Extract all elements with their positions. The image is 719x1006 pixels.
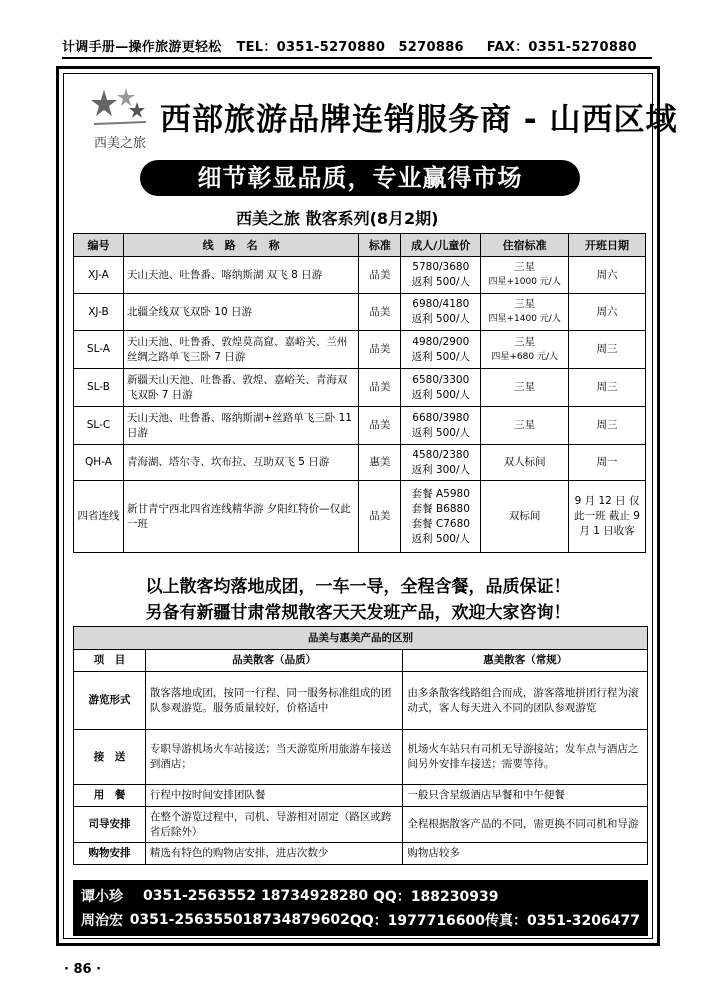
tour-hotel: 三星: [514, 381, 536, 393]
page-number: · 86 ·: [64, 962, 102, 977]
comparison-item: 接 送: [74, 730, 146, 785]
table-row: [74, 481, 646, 553]
table-row: [74, 331, 646, 369]
tour-code: SL-C: [74, 407, 124, 445]
logo-text: 西美之旅: [93, 136, 146, 151]
contact-row: [81, 908, 640, 932]
notice-line-1: 以上散客均落地成团，一车一导，全程含餐，品质保证！: [145, 577, 571, 597]
tour-date: 周三: [569, 369, 646, 407]
tour-hotel: 双人标间: [503, 456, 546, 468]
tour-price: 4980/2900: [412, 335, 470, 348]
tour-route: 北疆全线双飞双卧 10 日游: [123, 294, 358, 331]
tour-route: 新甘青宁西北四省连线精华游 夕阳红特价—仅此一班: [123, 481, 358, 553]
table-row: [74, 843, 648, 865]
tour-price: 4580/2380: [412, 448, 470, 461]
tour-price: 6980/4180: [412, 298, 470, 310]
tour-rebate: 返利 300/人: [411, 463, 470, 476]
comparison-pinmei: 专职导游机场火车站接送；当天游览所用旅游车接送到酒店；: [145, 730, 403, 785]
comparison-huimei: 购物店较多: [403, 843, 648, 865]
tour-rebate: 返利 500/人: [411, 426, 470, 439]
tour-standard: 品美: [359, 257, 401, 294]
tour-rebate: 返利 500/人: [411, 276, 470, 288]
comparison-caption: 品美与惠美产品的区别: [74, 627, 648, 650]
tour-date: 周三: [569, 407, 646, 445]
header-slogan: 计调手册—操作旅游更轻松: [62, 40, 222, 55]
tour-standard: 惠美: [359, 445, 401, 481]
comparison-table: [73, 626, 648, 865]
tour-date: 9 月 12 日 仅此一班 截止 9 月 1 日收客: [569, 481, 646, 553]
tour-hotel-note: 四星+1000 元/人: [488, 277, 561, 287]
comparison-item: 用 餐: [74, 785, 146, 807]
tour-date: 周三: [569, 331, 646, 369]
tour-rebate: 返利 500/人: [411, 532, 470, 545]
tour-package-a: 套餐 A5980: [411, 487, 470, 500]
main-title: 西部旅游品牌连销服务商 - 山西区域: [160, 102, 678, 138]
logo: [80, 86, 160, 156]
slogan-banner: 细节彰显品质，专业赢得市场: [140, 160, 580, 196]
tour-code: SL-A: [74, 331, 124, 369]
tour-code: XJ-B: [74, 294, 124, 331]
tour-standard: 品美: [359, 407, 401, 445]
comparison-item: 司导安排: [74, 807, 146, 843]
comparison-pinmei: 行程中按时间安排团队餐: [145, 785, 403, 807]
subtitle: 西美之旅 散客系列(8月2期): [236, 209, 439, 228]
comparison-pinmei: 散客落地成团，按同一行程、同一服务标准组成的团队参观游览。服务质量较好，价格适中: [145, 672, 403, 730]
contact-row: [81, 884, 640, 908]
tour-route: 天山天池、吐鲁番、喀纳斯湖 双飞 8 日游: [123, 257, 358, 294]
contact-qq: QQ：1977716600: [349, 913, 486, 929]
tour-code: 四省连线: [74, 481, 124, 553]
comparison-huimei: 机场火车站只有司机无导游接站；发车点与酒店之间另外安排车接送；需要等待。: [403, 730, 648, 785]
comparison-pinmei: 精选有特色的购物店安排，进店次数少: [145, 843, 403, 865]
notice-line-2: 另备有新疆甘肃常规散客天天发班产品，欢迎大家咨询！: [145, 603, 571, 623]
tour-package-c: 套餐 C7680: [411, 517, 470, 530]
tour-route: 天山天池、吐鲁番、敦煌莫高窟、嘉峪关、兰州丝绸之路单飞三卧 7 日游: [123, 331, 358, 369]
contact-fax: 传真：0351-3206477: [485, 913, 640, 929]
tour-price: 6580/3300: [412, 373, 470, 386]
col-standard: 标准: [359, 234, 401, 257]
comparison-head-pinmei: 品美散客（品质）: [145, 650, 403, 672]
tour-hotel: 双标间: [508, 510, 541, 522]
tour-date: 周一: [569, 445, 646, 481]
tour-hotel: 三星: [514, 335, 536, 348]
contact-name: 谭小珍: [81, 889, 123, 905]
comparison-huimei: 由多条散客线路组合而成，游客落地拼团行程为滚动式，客人每天进入不同的团队参观游览: [403, 672, 648, 730]
tour-hotel-note: 四星+1400 元/人: [488, 314, 561, 324]
comparison-pinmei: 在整个游览过程中，司机、导游相对固定（路区或跨省后除外）: [145, 807, 403, 843]
table-row: [74, 730, 648, 785]
header-fax: FAX：0351-5270880: [486, 40, 637, 55]
comparison-huimei: 全程根据散客产品的不同，需更换不同司机和导游: [403, 807, 648, 843]
tour-route: 青海湖、塔尔寺、坎布拉、互助双飞 5 日游: [123, 445, 358, 481]
tours-table: [73, 233, 646, 553]
comparison-head-huimei: 惠美散客（常规）: [403, 650, 648, 672]
tour-date: 周六: [569, 294, 646, 331]
contact-mobile: 18734928280: [261, 888, 369, 904]
table-row: [74, 294, 646, 331]
tour-rebate: 返利 500/人: [411, 350, 470, 363]
tour-code: SL-B: [74, 369, 124, 407]
tour-route: 天山天池、吐鲁番、喀纳斯湖+丝路单飞三卧 11 日游: [123, 407, 358, 445]
tour-standard: 品美: [359, 369, 401, 407]
comparison-item: 购物安排: [74, 843, 146, 865]
tours-header-row: [74, 234, 646, 257]
tour-standard: 品美: [359, 331, 401, 369]
table-row: [74, 257, 646, 294]
contact-mobile: 18734879602: [242, 912, 350, 928]
star-logo-icon: [90, 86, 150, 130]
tour-price: 5780/3680: [412, 261, 470, 273]
header-tel: TEL：0351-5270880 5270886: [236, 40, 464, 55]
comparison-head-item: 项 目: [74, 650, 146, 672]
tour-hotel: 三星: [514, 419, 536, 431]
col-route: 线 路 名 称: [123, 234, 358, 257]
tour-price: 6680/3980: [412, 411, 470, 424]
tour-standard: 品美: [359, 481, 401, 553]
col-price: 成人/儿童价: [401, 234, 481, 257]
tour-hotel: 三星: [514, 298, 536, 310]
contact-box: [73, 880, 648, 936]
table-row: [74, 369, 646, 407]
table-row: [74, 672, 648, 730]
tour-rebate: 返利 500/人: [411, 388, 470, 401]
contact-name: 周治宏: [81, 913, 123, 929]
tour-hotel: 三星: [514, 261, 536, 273]
col-hotel: 住宿标准: [481, 234, 569, 257]
table-row: [74, 445, 646, 481]
comparison-item: 游览形式: [74, 672, 146, 730]
tour-route: 新疆天山天池、吐鲁番、敦煌、嘉峪关、青海双飞双卧 7 日游: [123, 369, 358, 407]
tour-code: XJ-A: [74, 257, 124, 294]
comparison-header-row: [74, 650, 648, 672]
top-header: [62, 36, 652, 59]
contact-tel: 0351-2563550: [129, 912, 243, 928]
table-row: [74, 785, 648, 807]
tour-rebate: 返利 500/人: [411, 313, 470, 325]
tour-package-b: 套餐 B6880: [411, 502, 470, 515]
table-row: [74, 407, 646, 445]
contact-qq: QQ：188230939: [373, 889, 499, 905]
col-date: 开班日期: [569, 234, 646, 257]
table-row: [74, 807, 648, 843]
tour-code: QH-A: [74, 445, 124, 481]
tour-date: 周六: [569, 257, 646, 294]
tour-hotel-note: 四星+680 元/人: [491, 351, 558, 362]
contact-tel: 0351-2563552: [143, 888, 256, 904]
tour-standard: 品美: [359, 294, 401, 331]
col-code: 编号: [74, 234, 124, 257]
comparison-huimei: 一般只含星级酒店早餐和中午便餐: [403, 785, 648, 807]
